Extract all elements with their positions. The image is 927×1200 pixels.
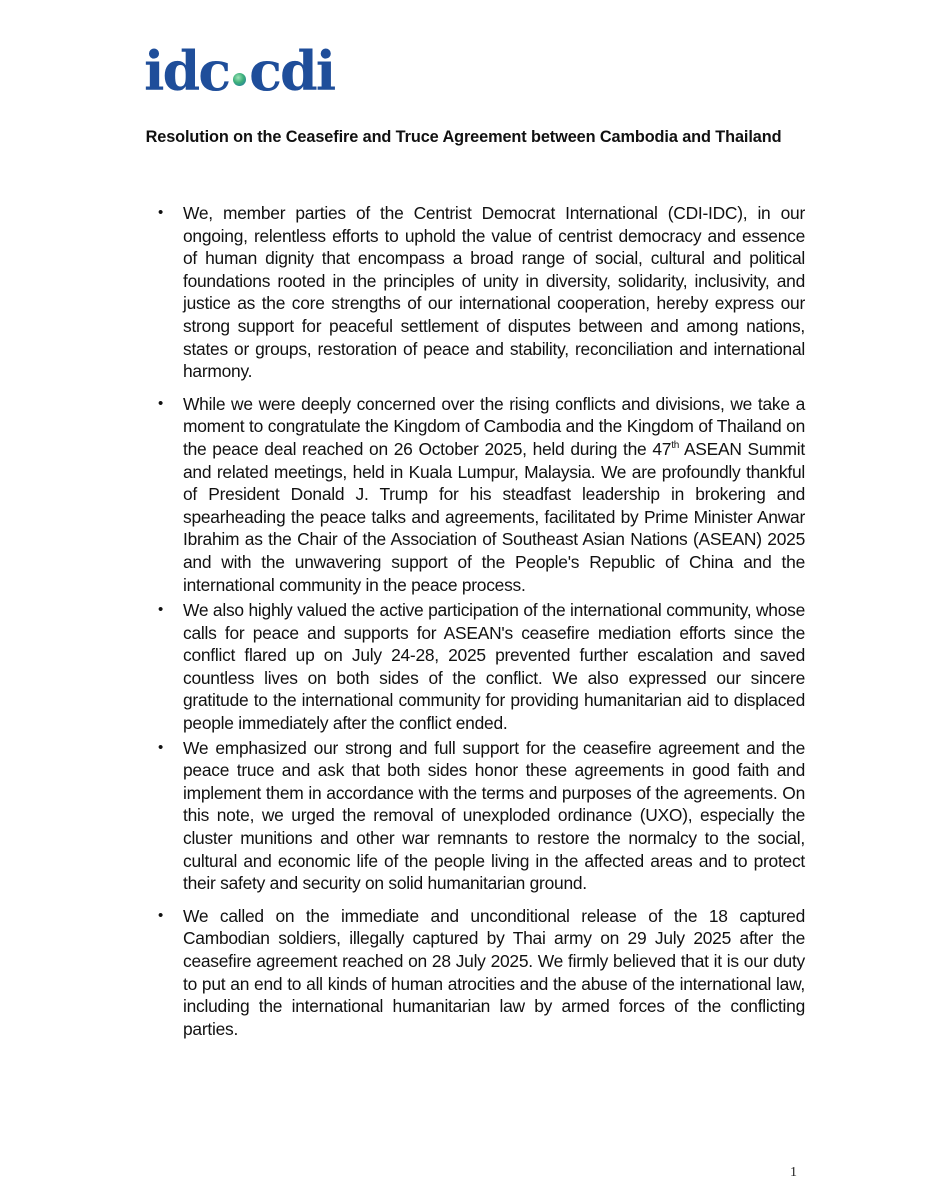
bullet-text: We, member parties of the Centrist Democrat International (CDI-IDC), in our ongoing, relentless efforts to uphold the value of centrist democracy and essence of human dignity that encompass a broad range of social, cultural and political foundations rooted in the principles of unity in diversity, solidarity, inclusivity, and justice as the core strengths of our international cooperation, hereby express our strong support for peaceful settlement of disputes between and among nations, states or groups, restoration of peace and stability, reconciliation and international harmony. [183,203,805,382]
bullet-text: We emphasized our strong and full support for the ceasefire agreement and the peace truce and ask that both sides honor these agreements in good faith and implement them in accordance with the terms and purposes of the agreements. On this note, we urged the removal of unexploded ordinance (UXO), especially the cluster munitions and other war remnants to restore the normalcy to the social, cultural and economic life of the people living in the affected areas and to protect their safety and security on solid humanitarian ground. [183,737,805,894]
bullet-icon: • [158,204,164,221]
resolution-bullet [158,905,805,1041]
ordinal-superscript: th [671,440,680,452]
resolution-bullet-list [158,202,805,1040]
bullet-icon: • [158,601,164,619]
idc-cdi-logo [144,38,335,103]
bullet-text: We called on the immediate and unconditional release of the 18 captured Cambodian soldiers, illegally captured by Thai army on 29 July 2025 after the ceasefire agreement reached on 28 July 2025. We firmly believed that it is our duty to put an end to all kinds of human atrocities and the abuse of the international law, including the international humanitarian law by armed forces of the conflicting parties. [183,905,805,1039]
bullet-text [183,394,805,595]
resolution-bullet [158,737,805,895]
page-number: 1 [790,1165,797,1180]
bullet-icon: • [158,394,164,412]
logo-text-idc: idc [144,39,230,103]
logo-text-cdi: cdi [249,39,335,103]
document-title: Resolution on the Ceasefire and Truce Agreement between Cambodia and Thailand [145,128,782,146]
resolution-bullet [158,599,805,735]
resolution-bullet [158,393,805,596]
bullet-text-part: While we were deeply concerned over the rising conflicts and divisions, we take a moment to congratulate the Kingdom of Cambodia and the Kingdom of Thailand on the peace deal reached on 26 October 2025, held during the 47 [183,393,805,459]
globe-dot-icon [233,73,246,86]
resolution-bullet [158,202,805,383]
bullet-icon: • [158,738,164,756]
bullet-text-part: ASEAN Summit and related meetings, held in Kuala Lumpur, Malaysia. We are profoundly thankful of President Donald J. Trump for his steadfast leadership in brokering and spearheading the peace talks and agreements, facilitated by Prime Minister Anwar Ibrahim as the Chair of the Association of Southeast Asian Nations (ASEAN) 2025 and with the unwavering support of the People's Republic of China and the international community in the peace process. [183,438,805,595]
bullet-icon: • [158,906,164,924]
bullet-text: We also highly valued the active participation of the international community, whose calls for peace and supports for ASEAN's ceasefire mediation efforts since the conflict flared up on July 24-28, 2025 prevented further escalation and saved countless lives on both sides of the conflict. We also expressed our sincere gratitude to the international community for providing humanitarian aid to displaced people immediately after the conflict ended. [183,600,805,734]
